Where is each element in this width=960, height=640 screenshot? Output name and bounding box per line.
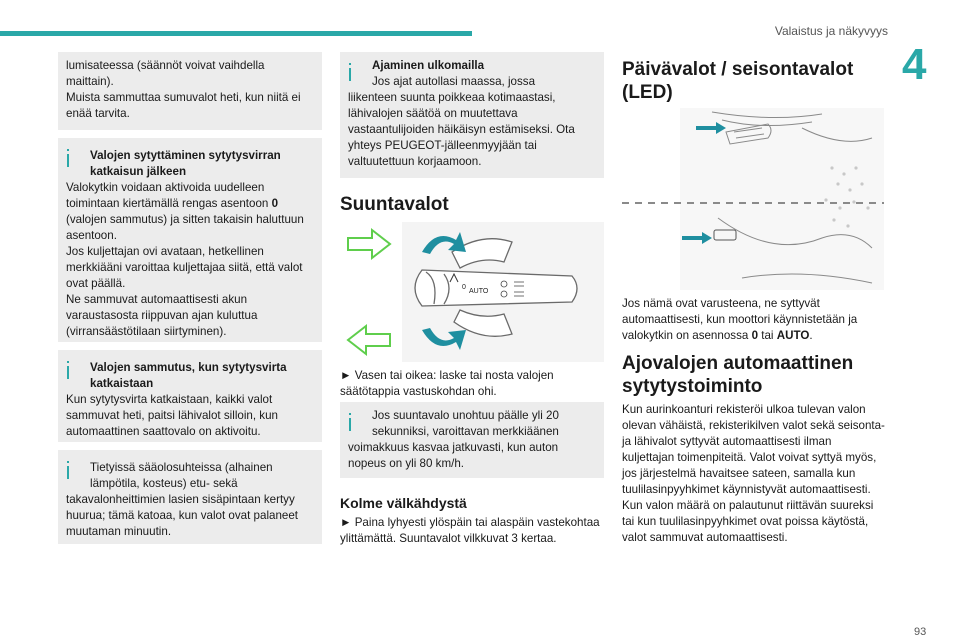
section-heading-auto-lights: Ajovalojen automaattinen sytytystoiminto	[622, 353, 854, 397]
subheading-three-flashes: Kolme välkähdystä	[340, 495, 467, 511]
note-bold-zero: 0	[271, 197, 279, 210]
chapter-number: 4	[902, 40, 927, 89]
info-icon	[67, 361, 69, 363]
section-heading-drl: Päivävalot / seisontavalot (LED)	[622, 59, 854, 103]
page-number: 93	[914, 626, 927, 638]
note-ignition-off	[58, 138, 322, 342]
note-text: takavalonheittimien lasien sisäpintaan kertyy huurua; tämä katoaa, kun valot ovat palaneet muutaman minuutin.	[66, 493, 299, 538]
note-text: Ne sammuvat automaattisesti akun varaustasosta riippuvan ajan kuluttua (virransäästötilaan siirtyminen).	[66, 293, 258, 338]
indicator-instruction: ► Vasen tai oikea: laske tai nosta valojen säätötappia vastuskohdan ohi.	[340, 369, 554, 398]
info-icon	[67, 461, 69, 463]
drl-description	[622, 296, 884, 344]
note-lights-off	[58, 350, 322, 442]
note-text: liikenteen suunta poikkeaa kotimaastasi, lähivalojen säätöä on muutettava vastaantulijoiden häikäisyn estämiseksi. Ota yhteys PEUGEOT-jälleenmyyjään tai valtuutettuun korjaamoon.	[348, 91, 575, 168]
info-icon	[349, 63, 351, 65]
note-text-first: Jos suuntavalo unohtuu päälle yli 20 sekunniksi, varoittavan merkkiäänen	[372, 409, 559, 438]
note-text: Valokytkin voidaan aktivoida uudelleen toimintaan kiertämällä rengas asentoon	[66, 181, 269, 210]
auto-lights-text: Kun valon määrä on palautunut riittävän suureksi tai kun tuulilasinpyyhkimet ovat poissa käytöstä, valot sammuvat automaattisesti.	[622, 499, 874, 544]
indicator-stalk-illustration	[342, 222, 604, 362]
drl-text-conj: tai	[761, 329, 774, 342]
note-line: lumisateessa (säännöt voivat vaihdella	[66, 59, 265, 72]
arrow-left-icon	[348, 326, 390, 354]
info-icon-bar	[349, 68, 351, 81]
section-heading-indicators: Suuntavalot	[340, 194, 449, 215]
header-accent-bar	[0, 31, 472, 36]
note-heading: Valojen sammutus, kun sytytysvirta katkaistaan	[90, 361, 287, 390]
note-text: voimakkuus kasvaa jatkuvasti, kun auton nopeus on yli 80 km/h.	[348, 441, 559, 470]
note-heading: Ajaminen ulkomailla	[372, 59, 485, 72]
stalk-label-zero: 0	[462, 284, 466, 291]
note-text: Jos kuljettajan ovi avataan, hetkellinen merkkiääni varoittaa kuljettajaa siitä, että valot ovat päällä.	[66, 245, 303, 290]
auto-lights-text: Kun aurinkoanturi rekisteröi ulkoa tulevan valon olevan vähäistä, rekisterikilven valot sekä seisonta- ja lähivalot syttyvät automaattisesti ilman kuljettajan toimenpiteitä. Valot voivat syttyä myös, jos järjestelmä havaitsee sateen, samalla kun tuulilasinpyyhkimet käynnistyvät automaattisesti.	[622, 403, 885, 496]
note-text: (valojen sammutus) ja sitten takaisin haluttuun asentoon.	[66, 213, 304, 242]
info-icon-bar	[67, 466, 69, 479]
stalk-label-auto: AUTO	[469, 288, 489, 295]
note-line: Muista sammuttaa sumuvalot heti, kun niitä ei	[66, 91, 301, 104]
note-weather	[58, 450, 322, 544]
note-heading: Valojen sytyttäminen sytytysvirran katkaisun jälkeen	[90, 149, 281, 178]
drl-period: .	[809, 329, 813, 342]
drl-illustration	[622, 108, 884, 290]
auto-lights-description	[622, 402, 886, 546]
note-text-first: Jos ajat autollasi maassa, jossa	[372, 75, 536, 88]
drl-text: Jos nämä ovat varusteena, ne syttyvät automaattisesti, kun moottori käynnistetään ja valokytkin on asennossa	[622, 297, 858, 342]
note-fog-lights	[58, 52, 322, 130]
note-text-first: Tietyissä sääolosuhteissa (alhainen lämpötila, kosteus) etu- sekä	[90, 461, 273, 490]
arrow-right-icon	[348, 230, 390, 258]
note-line: enää tarvita.	[66, 107, 130, 120]
note-indicator-forgotten	[340, 402, 604, 478]
info-icon-bar	[349, 418, 351, 431]
note-driving-abroad	[340, 52, 604, 178]
info-icon-bar	[67, 366, 69, 379]
info-icon-bar	[67, 154, 69, 167]
drl-bold-auto: AUTO	[776, 329, 810, 342]
note-text: Kun sytytysvirta katkaistaan, kaikki valot sammuvat heti, paitsi lähivalot silloin, kun automaattinen saattovalo on aktivoitu.	[66, 393, 279, 438]
info-icon	[67, 149, 69, 151]
info-icon	[349, 413, 351, 415]
drl-bold-zero: 0	[751, 329, 759, 342]
three-flash-instruction: ► Paina lyhyesti ylöspäin tai alaspäin vastekohtaa ylittämättä. Suuntavalot vilkkuvat 3 kertaa.	[340, 516, 600, 545]
section-title: Valaistus ja näkyvyys	[774, 24, 888, 38]
note-line: maittain).	[66, 75, 114, 88]
